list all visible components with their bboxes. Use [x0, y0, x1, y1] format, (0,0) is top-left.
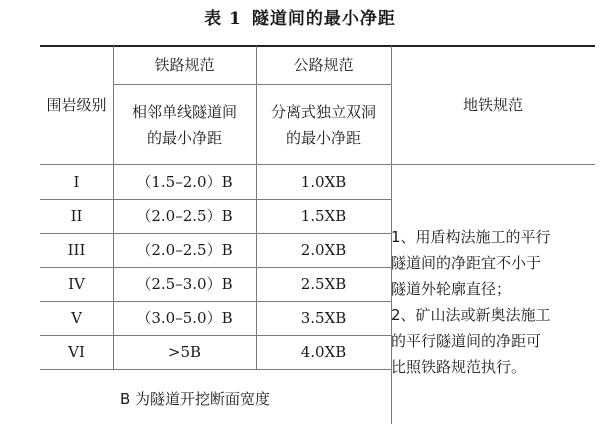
header-highway: 公路规范	[293, 56, 354, 74]
table-note: B 为隧道开挖断面宽度	[119, 390, 271, 408]
railway-cell: （1.5–2.0）B	[136, 173, 233, 191]
railway-cell: >5B	[167, 343, 202, 361]
grade-cell: I	[73, 173, 80, 191]
table-title-text: 隧道间的最小净距	[251, 9, 396, 29]
grade-cell: IV	[68, 275, 85, 293]
header-railway-sub-line2: 的最小净距	[146, 128, 222, 147]
header-highway-sub-line2: 的最小净距	[285, 128, 361, 147]
railway-cell: （2.0–2.5）B	[136, 241, 233, 259]
metro-line: 2、矿山法或新奥法施工	[391, 306, 551, 324]
header-metro: 地铁规范	[462, 96, 523, 114]
metro-line: 隧道间的净距宜不小于	[391, 254, 542, 272]
highway-cell: 3.5XB	[300, 309, 347, 327]
grade-cell: V	[71, 309, 82, 327]
header-rock-grade: 围岩级别	[46, 96, 107, 114]
grade-cell: VI	[68, 343, 85, 361]
header-railway-sub	[113, 85, 256, 164]
metro-line: 比照铁路规范执行。	[391, 358, 527, 376]
metro-line: 1、用盾构法施工的平行	[391, 228, 551, 246]
header-highway-sub	[256, 85, 391, 164]
highway-cell: 2.5XB	[300, 275, 347, 293]
highway-cell: 4.0XB	[300, 343, 347, 361]
grade-cell: II	[70, 207, 83, 225]
metro-spec-text	[391, 224, 591, 380]
railway-cell: （2.0–2.5）B	[136, 207, 233, 225]
railway-cell: （3.0–5.0）B	[136, 309, 233, 327]
header-railway-sub-line1: 相邻单线隧道间	[131, 102, 237, 121]
metro-line: 隧道外轮廓直径；	[391, 280, 512, 298]
metro-line: 的平行隧道间的净距可	[391, 332, 542, 350]
table-number: 表 1	[204, 9, 242, 29]
header-railway: 铁路规范	[154, 56, 215, 74]
header-highway-sub-line1: 分离式独立双洞	[270, 102, 376, 121]
highway-cell: 1.5XB	[300, 207, 347, 225]
highway-cell: 2.0XB	[300, 241, 347, 259]
railway-cell: （2.5–3.0）B	[136, 275, 233, 293]
grade-cell: III	[67, 241, 86, 259]
highway-cell: 1.0XB	[300, 173, 347, 191]
row-rule	[40, 369, 391, 370]
